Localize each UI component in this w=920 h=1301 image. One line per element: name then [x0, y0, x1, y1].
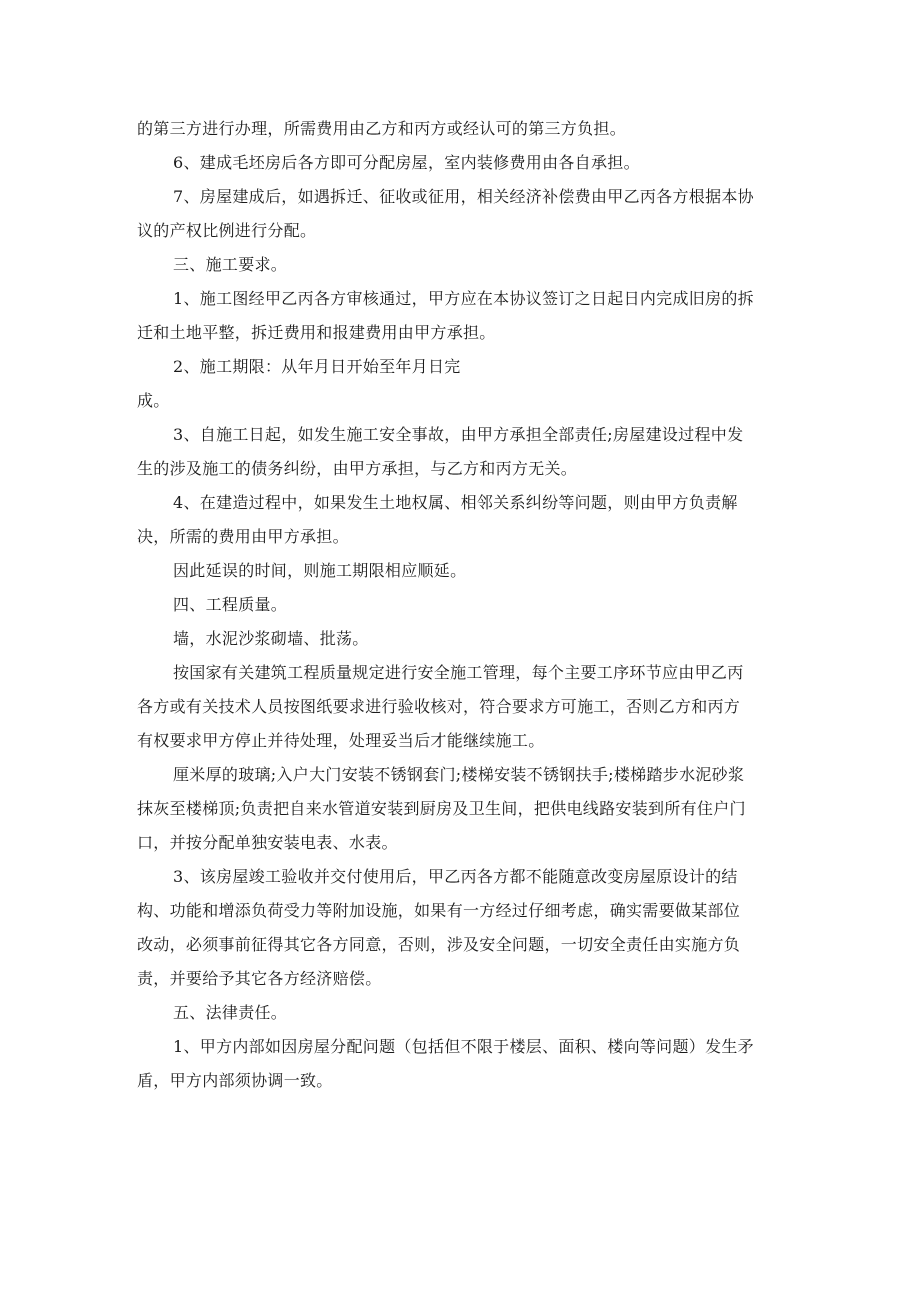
text-line: 3、该房屋竣工验收并交付使用后，甲乙丙各方都不能随意改变房屋原设计的结: [173, 867, 738, 886]
text-line: 生的涉及施工的债务纠纷，由甲方承担，与乙方和丙方无关。: [137, 459, 578, 478]
text-line: 2、施工期限：从年月日开始至年月日完: [173, 357, 461, 376]
text-line: 抹灰至楼梯顶;负责把自来水管道安装到厨房及卫生间，把供电线路安装到所有住户门: [137, 799, 746, 818]
document-page: [137, 112, 787, 1098]
section-heading: 三、施工要求。: [173, 255, 288, 274]
text-line: 因此延误的时间，则施工期限相应顺延。: [173, 561, 467, 580]
text-line: 各方或有关技术人员按图纸要求进行验收核对，符合要求方可施工，否则乙方和丙方: [137, 697, 741, 716]
text-line: 按国家有关建筑工程质量规定进行安全施工管理，每个主要工序环节应由甲乙丙: [173, 663, 744, 682]
text-line: 口，并按分配单独安装电表、水表。: [137, 833, 398, 852]
text-line: 6、建成毛坯房后各方即可分配房屋，室内装修费用由各自承担。: [173, 153, 640, 172]
text-line: 迁和土地平整，拆迁费用和报建费用由甲方承担。: [137, 323, 496, 342]
text-line: 责，并要给予其它各方经济赔偿。: [137, 969, 382, 988]
text-line: 议的产权比例进行分配。: [137, 221, 317, 240]
text-line: 厘米厚的玻璃;入户大门安装不锈钢套门;楼梯安装不锈钢扶手;楼梯踏步水泥砂浆: [173, 765, 745, 784]
section-heading: 五、法律责任。: [173, 1003, 288, 1022]
text-line: 决，所需的费用由甲方承担。: [137, 527, 349, 546]
text-line: 墙，水泥沙浆砌墙、批荡。: [173, 629, 369, 648]
text-line: 4、在建造过程中，如果发生土地权属、相邻关系纠纷等问题，则由甲方负责解: [173, 493, 738, 512]
text-line: 1、甲方内部如因房屋分配问题（包括但不限于楼层、面积、楼向等问题）发生矛: [173, 1037, 754, 1056]
text-line: 3、自施工日起，如发生施工安全事故，由甲方承担全部责任;房屋建设过程中发: [173, 425, 744, 444]
text-line: 7、房屋建成后，如遇拆迁、征收或征用，相关经济补偿费由甲乙丙各方根据本协: [173, 187, 754, 206]
text-line: 的第三方进行办理，所需费用由乙方和丙方或经认可的第三方负担。: [137, 119, 627, 138]
text-line: 盾，甲方内部须协调一致。: [137, 1071, 333, 1090]
text-line: 有权要求甲方停止并待处理，处理妥当后才能继续施工。: [137, 731, 545, 750]
text-line: 1、施工图经甲乙丙各方审核通过，甲方应在本协议签订之日起日内完成旧房的拆: [173, 289, 754, 308]
text-line: 构、功能和增添负荷受力等附加设施，如果有一方经过仔细考虑，确实需要做某部位: [137, 901, 741, 920]
text-line: 改动，必须事前征得其它各方同意，否则，涉及安全问题，一切安全责任由实施方负: [137, 935, 741, 954]
section-heading: 四、工程质量。: [173, 595, 288, 614]
text-line: 成。: [137, 391, 170, 410]
